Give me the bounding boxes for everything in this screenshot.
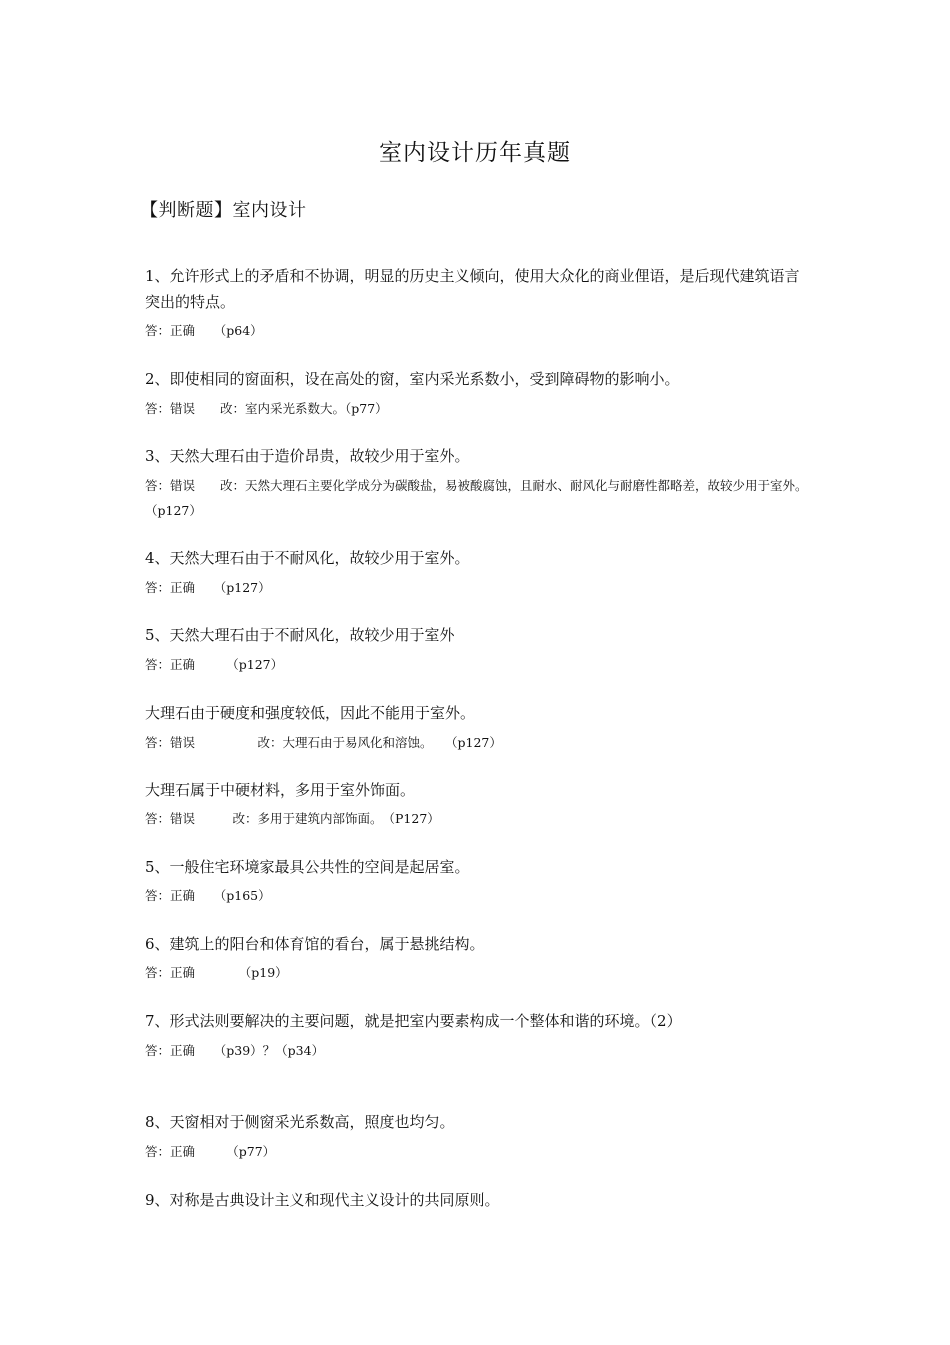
question-9: 6、建筑上的阳台和体育馆的看台，属于悬挑结构。 [145,935,485,953]
question-2: 2、即使相同的窗面积，设在高处的窗，室内采光系数小，受到障碍物的影响小。 [145,370,680,388]
question-4: 4、天然大理石由于不耐风化，故较少用于室外。 [145,549,470,567]
answer-5: 答：正确 （p127） [145,657,284,672]
question-5: 5、天然大理石由于不耐风化，故较少用于室外 [145,626,455,644]
question-8: 5、一般住宅环境家最具公共性的空间是起居室。 [145,858,470,876]
answer-2: 答：错误 改：室内采光系数大。（p77） [145,401,388,416]
question-10: 7、形式法则要解决的主要问题，就是把室内要素构成一个整体和谐的环境。（2） [145,1012,682,1030]
question-12: 9、对称是古典设计主义和现代主义设计的共同原则。 [145,1191,500,1209]
question-3: 3、天然大理石由于造价昂贵，故较少用于室外。 [145,447,470,465]
question-11: 8、天窗相对于侧窗采光系数高，照度也均匀。 [145,1113,455,1131]
answer-8: 答：正确 （p165） [145,888,271,903]
question-1: 1、允许形式上的矛盾和不协调，明显的历史主义倾向，使用大众化的商业俚语，是后现代建筑语言突出的特点。 [145,267,800,311]
answer-1: 答：正确 （p64） [145,323,263,338]
answer-11: 答：正确 （p77） [145,1144,276,1159]
section-heading: 【判断题】室内设计 [140,200,307,221]
answer-4: 答：正确 （p127） [145,580,271,595]
document-title: 室内设计历年真题 [379,140,571,166]
answer-10: 答：正确 （p39）？（p34） [145,1043,325,1058]
question-6: 大理石由于硬度和强度较低，因此不能用于室外。 [145,704,476,722]
answer-9: 答：正确 （p19） [145,965,288,980]
question-7: 大理石属于中硬材料，多用于室外饰面。 [145,781,416,799]
answer-7: 答：错误 改：多用于建筑内部饰面。 （P127） [145,811,440,826]
answer-3: 答：错误 改：天然大理石主要化学成分为碳酸盐，易被酸腐蚀，且耐水、耐风化与耐磨性都略差，故较少用于室外。 （p127） [145,478,827,518]
answer-6: 答：错误 改：大理石由于易风化和溶蚀。 （p127） [145,735,502,750]
